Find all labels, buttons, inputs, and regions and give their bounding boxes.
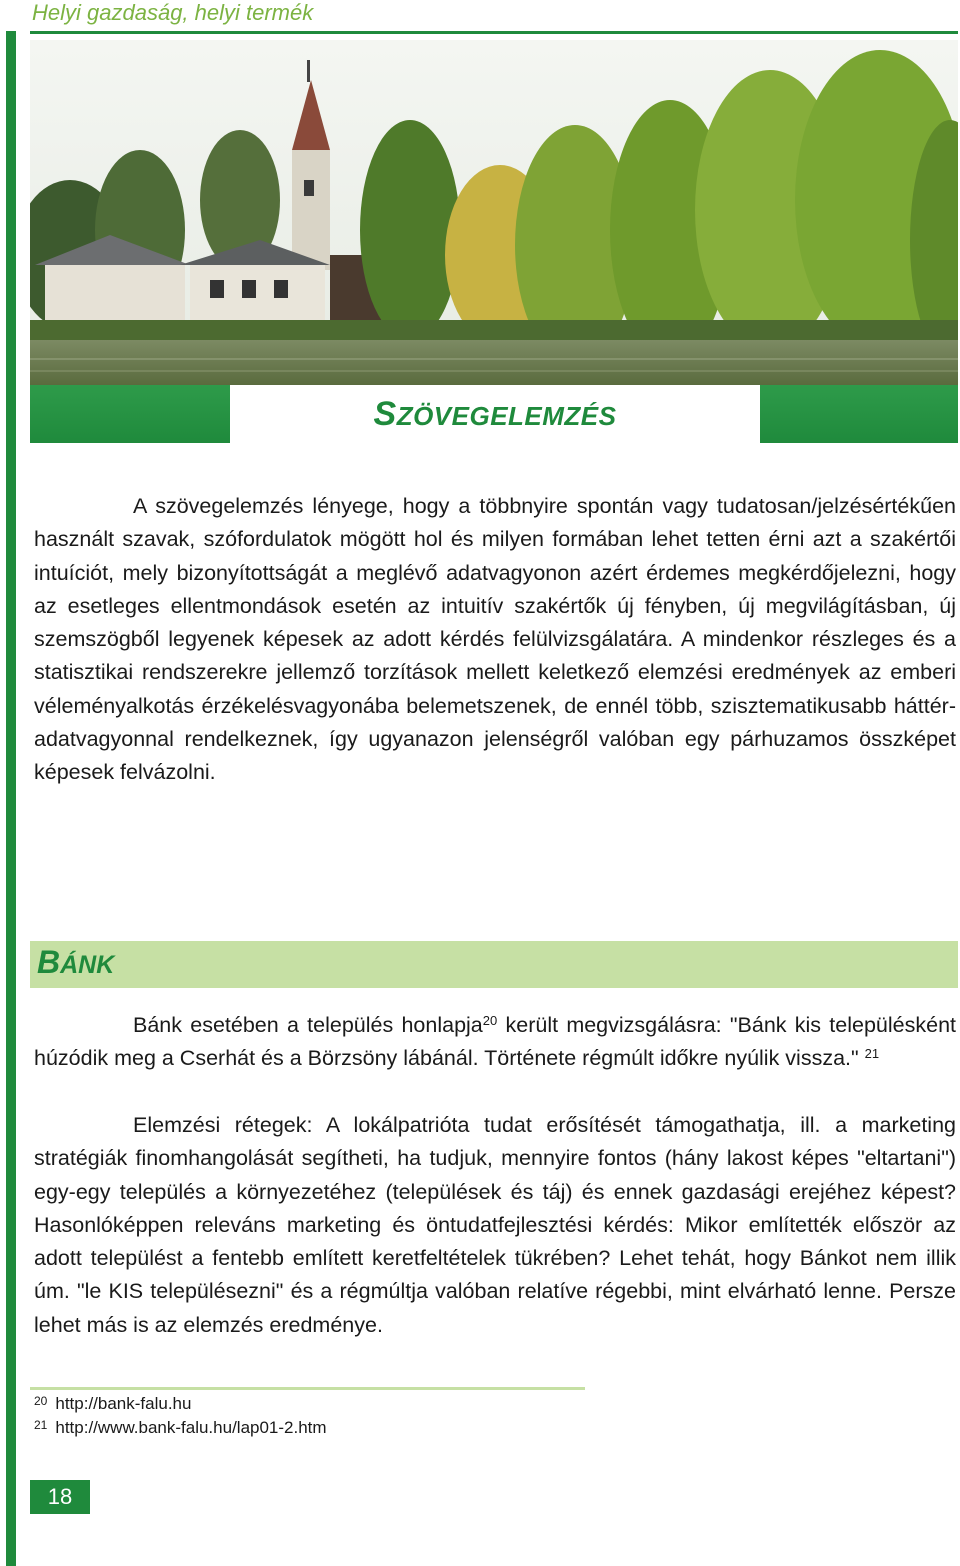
footnote-link[interactable]: http://www.bank-falu.hu/lap01-2.htm xyxy=(55,1418,327,1437)
heading-initial: B xyxy=(37,944,61,980)
paragraph-bank-analysis xyxy=(34,1109,956,1342)
paragraph-text: Elemzési rétegek: A lokálpatrióta tudat erősítését támogathatja, ill. a marketing stratégiák finomhangolását segítheti, ha tudjuk, mennyire fontos (hány lakost képes "eltartani") egy-egy település a környezetéhez (települések és táj) és ennek gazdasági erejéhez képest? Hasonlóképpen releváns marketing és öntudatfejlesztési kérdés: Mikor említették először az adott települést a fentebb említett keretfeltételek tükrében? Lehet tehát, hogy Bánkot nem illik úm. "le KIS településezni" és a régmúltja valóban relatíve régebbi, mint elvárható lenne. Persze lehet más is az elemzés eredménye. xyxy=(34,1113,956,1337)
heading-rest: ZÖVEGELEMZÉS xyxy=(396,401,617,431)
lake-village-photo xyxy=(30,40,958,385)
heading-rest: ÁNK xyxy=(60,951,115,979)
paragraph-szovegelemzes xyxy=(34,490,956,790)
paragraph-text: A szövegelemzés lényege, hogy a többnyire spontán vagy tudatosan/jelzésértékűen használt szavak, szófordulatok mögött hol és milyen formában lehet tetten érni azt a szakértői intuíciót, mely bizonyítottságát a meglévő adatvagyonon azért érdemes megkérdőjelezni, hogy az esetleges ellentmondások esetén az intuitív szakértők új fényben, új megvilágításban, új szemszögből legyenek képesek az adott kérdés felülvizsgálatára. A mindenkor részleges és a statisztikai rendszerekre jellemző torzítások mellett keletkező elemzési eredmények az emberi véleményalkotás érzékelésvagyonába belemetszenek, de ennél több, szisztematikusabb háttér-adatvagyonnal rendelkeznek, így ugyanazon jelenségről valóban egy párhuzamos összképet képesek felvázolni. xyxy=(34,494,956,785)
footnote-link[interactable]: http://bank-falu.hu xyxy=(55,1394,192,1413)
left-margin-bar xyxy=(6,31,16,1566)
paragraph-bank-intro xyxy=(34,1009,956,1076)
section-heading-bank xyxy=(37,944,114,981)
footnote-ref-21: 21 xyxy=(864,1046,880,1062)
footnote-20 xyxy=(34,1394,191,1414)
footnote-ref-20: 20 xyxy=(482,1013,498,1028)
heading-initial: S xyxy=(373,395,397,433)
section-heading-szovegelemzes xyxy=(230,395,760,434)
footnote-rule xyxy=(30,1387,585,1390)
top-rule xyxy=(30,31,958,34)
heading-band-left xyxy=(30,385,230,443)
footnote-number: 20 xyxy=(34,1394,48,1408)
footnote-number: 21 xyxy=(34,1418,48,1432)
page-number: 18 xyxy=(30,1480,90,1514)
paragraph-text-b: került megvizsgálásra: "Bánk kis településként húzódik meg a Cserhát és a Börzsöny lábánál. Története régmúlt időkre nyúlik vissza." xyxy=(34,1013,956,1071)
heading-band-bank xyxy=(30,941,958,988)
running-title: Helyi gazdaság, helyi termék xyxy=(32,0,314,25)
heading-band-right xyxy=(760,385,958,443)
paragraph-text-a: Bánk esetében a település honlapja xyxy=(133,1013,483,1037)
footnote-21 xyxy=(34,1418,327,1438)
